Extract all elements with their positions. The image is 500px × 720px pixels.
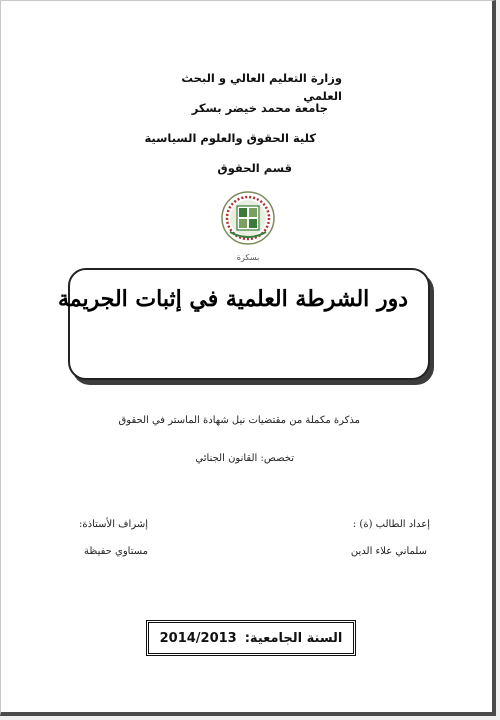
academic-year-value: 2014/2013 <box>159 630 237 646</box>
supervisor-label: إشراف الأستاذة: <box>79 519 148 530</box>
prepared-by-label: إعداد الطالب (ة) : <box>352 519 430 530</box>
title-box <box>57 268 430 380</box>
supervisor-name: مستاوي حفيظة <box>84 546 148 557</box>
university-seal-icon <box>220 188 276 266</box>
academic-year-label: السنة الجامعية: <box>244 630 343 646</box>
university-name: جامعة محمد خيضر بسكر <box>191 101 328 115</box>
logo-caption: بسكرة <box>236 253 260 262</box>
specialty-line: تخصص: القانون الجنائي <box>195 453 294 464</box>
faculty-name: كلية الحقوق والعلوم السياسية <box>144 131 316 145</box>
student-name: سلماني علاء الدين <box>350 546 427 557</box>
ministry-name: وزارة التعليم العالي و البحث العلمي <box>181 71 342 103</box>
thesis-title: دور الشرطة العلمية في إثبات الجريمة <box>57 286 408 312</box>
academic-year-box <box>146 620 356 656</box>
institution-header <box>142 69 342 189</box>
department-name: قسم الحقوق <box>217 161 292 175</box>
thesis-subtitle: مذكرة مكملة من مقتضيات نيل شهادة الماستر في الحقوق <box>118 415 360 426</box>
